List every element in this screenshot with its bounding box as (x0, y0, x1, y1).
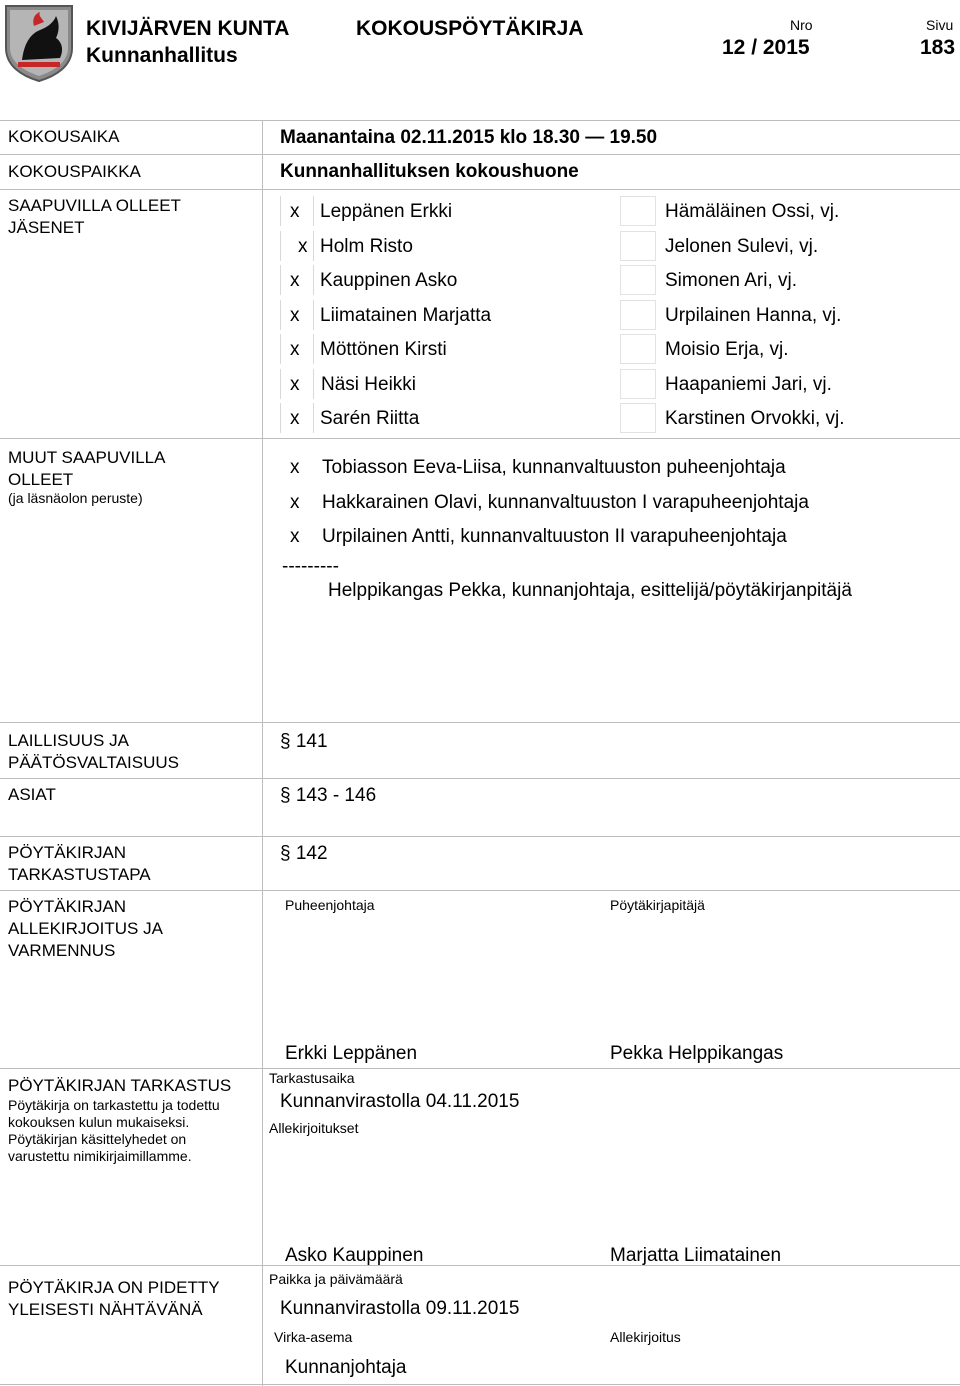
other-attendee: Hakkarainen Olavi, kunnanvaltuuston I varapuheenjohtaja (322, 492, 809, 513)
legality-section: § 141 (280, 731, 328, 752)
table-border-bottom (0, 1384, 960, 1385)
attendance-mark: x (290, 201, 300, 222)
attendance-mark: x (290, 526, 300, 547)
row-divider (0, 189, 960, 190)
secretary-name: Pekka Helppikangas (610, 1043, 784, 1064)
meeting-place-label: KOKOUSPAIKKA (8, 162, 141, 181)
inspection-label: PÖYTÄKIRJAN TARKASTUS (8, 1076, 232, 1095)
member-name: Holm Risto (320, 236, 413, 257)
substitute-mark-box (620, 369, 656, 399)
substitute-name: Simonen Ari, vj. (665, 270, 797, 291)
meeting-time-label: KOKOUSAIKA (8, 127, 120, 146)
nro-label: Nro (790, 17, 813, 33)
row-divider (0, 1068, 960, 1069)
presenter: Helppikangas Pekka, kunnanjohtaja, esittelijä/pöytäkirjanpitäjä (328, 580, 852, 601)
substitute-name: Haapaniemi Jari, vj. (665, 374, 832, 395)
inspection-time-label: Tarkastusaika (269, 1070, 355, 1086)
substitute-mark-box (620, 403, 656, 433)
other-attendee: Urpilainen Antti, kunnanvaltuuston II varapuheenjohtaja (322, 526, 787, 547)
row-divider (0, 722, 960, 723)
attendance-mark: x (290, 270, 300, 291)
meeting-place-value: Kunnanhallituksen kokoushuone (280, 161, 579, 182)
member-name: Liimatainen Marjatta (320, 305, 492, 326)
matters-label: ASIAT (8, 785, 56, 804)
substitute-name: Karstinen Orvokki, vj. (665, 408, 845, 429)
position-label: Virka-asema (274, 1329, 353, 1345)
member-name: Leppänen Erkki (320, 201, 453, 222)
nro-value: 12 / 2015 (722, 36, 810, 59)
attendance-mark: x (298, 236, 308, 257)
other-attendee: Tobiasson Eeva-Liisa, kunnanvaltuuston puheenjohtaja (322, 457, 786, 478)
substitute-name: Hämäläinen Ossi, vj. (665, 201, 840, 222)
inspection-time-value: Kunnanvirastolla 04.11.2015 (280, 1091, 520, 1112)
separator-dashes: --------- (282, 556, 339, 577)
chair-title: Puheenjohtaja (285, 897, 375, 913)
public-display-label: PÖYTÄKIRJA ON PIDETTY YLEISESTI NÄHTÄVÄNÄ (8, 1278, 220, 1319)
row-divider (0, 778, 960, 779)
governing-body: Kunnanhallitus (86, 44, 238, 67)
inspector-name-1: Asko Kauppinen (285, 1245, 424, 1266)
table-left-column-divider (262, 120, 263, 1386)
meeting-time-value: Maanantaina 02.11.2015 klo 18.30 — 19.50 (280, 127, 658, 148)
place-date-label: Paikka ja päivämäärä (269, 1271, 403, 1287)
place-date-value: Kunnanvirastolla 09.11.2015 (280, 1298, 520, 1319)
attendance-mark: x (290, 457, 300, 478)
row-divider (0, 154, 960, 155)
substitute-mark-box (620, 334, 656, 364)
municipal-logo (4, 4, 74, 82)
chair-name: Erkki Leppänen (285, 1043, 418, 1064)
row-divider (0, 1265, 960, 1266)
inspection-note: Pöytäkirja on tarkastettu ja todettu kokouksen kulun mukaiseksi. Pöytäkirjan käsittelyhedet on varustettu nimikirjaimillamme. (8, 1097, 220, 1164)
substitute-mark-box (620, 231, 656, 261)
row-divider (0, 438, 960, 439)
signature-label: Allekirjoitus (610, 1329, 681, 1345)
table-border-top (0, 120, 960, 121)
substitute-name: Jelonen Sulevi, vj. (665, 236, 819, 257)
substitute-mark-box (620, 265, 656, 295)
page-number: 183 (920, 36, 956, 59)
attendance-mark: x (290, 374, 300, 395)
inspection-method-label: PÖYTÄKIRJAN TARKASTUSTAPA (8, 843, 151, 884)
row-divider (0, 836, 960, 837)
member-name: Näsi Heikki (321, 374, 417, 395)
row-divider (0, 890, 960, 891)
matters-sections: § 143 - 146 (280, 785, 377, 806)
substitute-mark-box (620, 196, 656, 226)
member-name: Sarén Riitta (320, 408, 420, 429)
secretary-title: Pöytäkirjapitäjä (610, 897, 705, 913)
legality-label: LAILLISUUS JA PÄÄTÖSVALTAISUUS (8, 731, 179, 772)
inspector-name-2: Marjatta Liimatainen (610, 1245, 782, 1266)
document-type: KOKOUSPÖYTÄKIRJA (356, 17, 584, 40)
position-value: Kunnanjohtaja (285, 1357, 407, 1378)
attendance-mark: x (290, 408, 300, 429)
substitute-name: Moisio Erja, vj. (665, 339, 789, 360)
municipality-name: KIVIJÄRVEN KUNTA (86, 17, 290, 40)
page-label: Sivu (926, 17, 954, 33)
attendance-mark: x (290, 305, 300, 326)
attendance-mark: x (290, 492, 300, 513)
member-name: Möttönen Kirsti (320, 339, 447, 360)
others-label: MUUT SAAPUVILLA OLLEET (8, 448, 166, 489)
attendance-mark: x (290, 339, 300, 360)
substitute-mark-box (620, 300, 656, 330)
others-label-note: (ja läsnäolon peruste) (8, 490, 143, 506)
attendance-mark-box (280, 231, 314, 261)
inspection-method-section: § 142 (280, 843, 328, 864)
member-name: Kauppinen Asko (320, 270, 458, 291)
signatures-label: Allekirjoitukset (269, 1120, 359, 1136)
substitute-name: Urpilainen Hanna, vj. (665, 305, 842, 326)
members-label: SAAPUVILLA OLLEET JÄSENET (8, 196, 181, 237)
signing-label: PÖYTÄKIRJAN ALLEKIRJOITUS JA VARMENNUS (8, 897, 163, 960)
